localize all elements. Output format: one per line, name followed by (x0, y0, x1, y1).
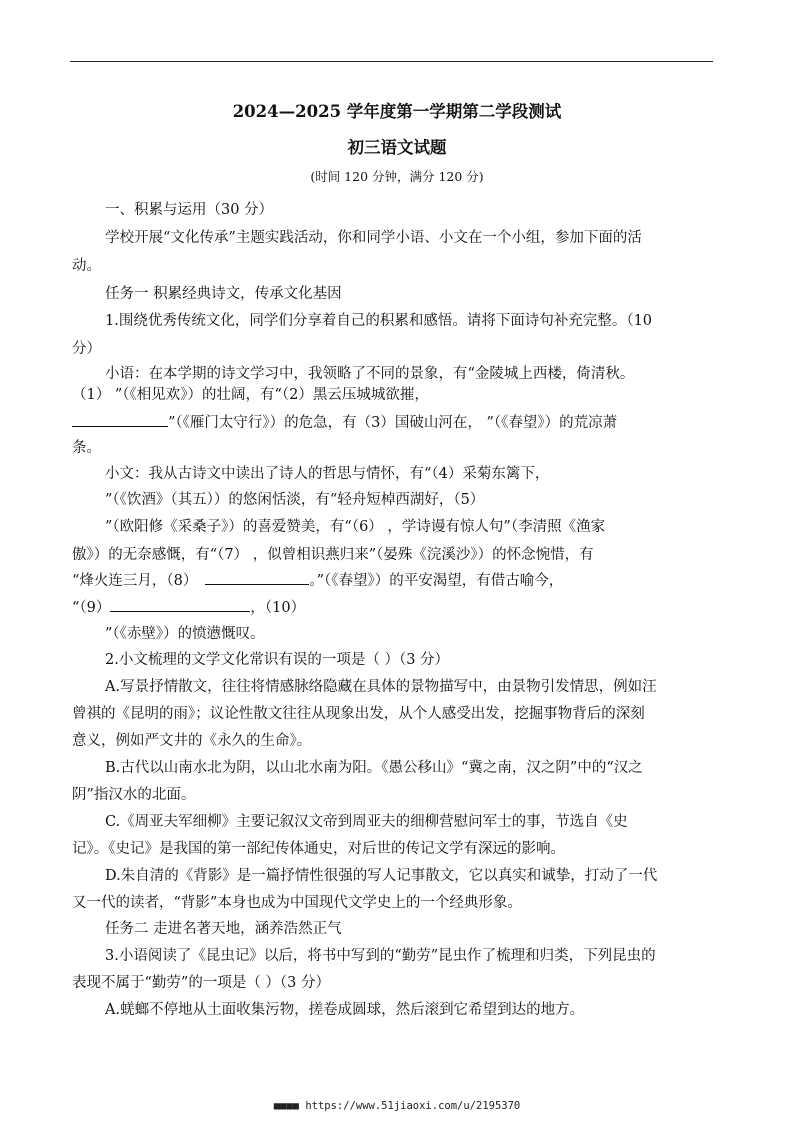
text-line: （1） ”（《相见欢》）的壮阔，有“（2）黑云压城城欲摧， (72, 387, 429, 403)
text-line: 记》。《史记》是我国的第一部纪传体通史，对后世的传记文学有深远的影响。 (72, 841, 565, 857)
task-heading: 任务一 积累经典诗文，传承文化基因 (105, 286, 342, 302)
option-c: C.《周亚夫军细柳》主要记叙汉文帝到周亚夫的细柳营慰问军士的事，节选自《史 (105, 814, 628, 830)
text-line: 阴”指汉水的北面。 (72, 787, 196, 803)
text-line: 小语：在本学期的诗文学习中，我领略了不同的景象，有“金陵城上西楼，倚清秋。 (105, 366, 635, 382)
exam-info: (时间 120 分钟，满分 120 分) (310, 169, 484, 184)
text-line: ”（欧阳修《采桑子》）的喜爱赞美，有“（6） ，学诗谩有惊人句”（李清照《渔家 (105, 519, 606, 535)
task-heading: 任务二 走进名著天地，涵养浩然正气 (105, 921, 342, 937)
text-line: 傲》）的无奈感慨，有“（7） ，似曾相识燕归来”（晏殊《浣溪沙》）的怀念惋惜，有 (72, 547, 594, 563)
question-1: 1.围绕优秀传统文化，同学们分享着自己的积累和感悟。请将下面诗句补充完整。（10 (105, 313, 653, 329)
text-line: ”（《赤壁》）的愤懑慨叹。 (105, 626, 265, 642)
option-d: D.朱自清的《背影》是一篇抒情性很强的写人记事散文，它以真实和诚挚，打动了一代 (105, 868, 658, 884)
text-line: 曾祺的《昆明的雨》；议论性散文往往从现象出发，从个人感受出发，挖掘事物背后的深刻 (72, 706, 645, 722)
text-line: ”（《雁门太守行》）的危急，有（3）国破山河在， ”（《春望》）的荒凉萧 (72, 412, 617, 433)
text-line: 条。 (72, 440, 101, 456)
text-line: 动。 (72, 258, 101, 274)
question-3: 3.小语阅读了《昆虫记》以后，将书中写到的“勤劳”昆虫作了梳理和归类，下列昆虫的 (105, 948, 656, 964)
text-line: “烽火连三月，（8） 。”（《春望》）的平安渴望，有借古喻今， (72, 570, 563, 591)
question-2: 2.小文梳理的文学文化常识有误的一项是（ ）（3 分） (105, 652, 450, 668)
text-line: 表现不属于“勤劳”的一项是（ ）（3 分） (72, 975, 331, 991)
text-line: “（9） ，（10） (72, 597, 305, 618)
text-line: ”（《饮酒》（其五））的悠闲恬淡，有“轻舟短棹西湖好，（5） (105, 492, 485, 508)
option-a: A.写景抒情散文，往往将情感脉络隐藏在具体的景物描写中，由景物引发情思，例如汪 (105, 679, 657, 695)
footer-watermark-url: ■■■■ https://www.51jiaoxi.com/u/2195370 (273, 1100, 521, 1112)
exam-title: 2024—2025 学年度第一学期第二学段测试 (232, 102, 562, 121)
section-heading: 一、积累与运用（30 分） (105, 202, 274, 218)
text-line: 意义，例如严文井的《永久的生命》。 (72, 733, 312, 749)
answer-blank[interactable] (110, 597, 250, 612)
text-line: 又一代的读者，“背影”本身也成为中国现代文学史上的一个经典形象。 (72, 895, 522, 911)
text-line: 学校开展“文化传承”主题实践活动，你和同学小语、小文在一个小组，参加下面的活 (105, 230, 642, 246)
exam-subtitle: 初三语文试题 (347, 138, 447, 157)
option-b: B.古代以山南水北为阴，以山北水南为阳。《愚公移山》“冀之南，汉之阴”中的“汉之 (105, 760, 643, 776)
text-line: 小文：我从古诗文中读出了诗人的哲思与情怀，有“（4）采菊东篱下， (105, 466, 550, 482)
answer-blank[interactable] (72, 412, 168, 427)
text-line: 分） (72, 341, 101, 357)
top-rule (70, 61, 713, 62)
answer-blank[interactable] (205, 570, 309, 585)
option-a: A.蜣螂不停地从土面收集污物，搓卷成圆球，然后滚到它希望到达的地方。 (105, 1002, 585, 1018)
